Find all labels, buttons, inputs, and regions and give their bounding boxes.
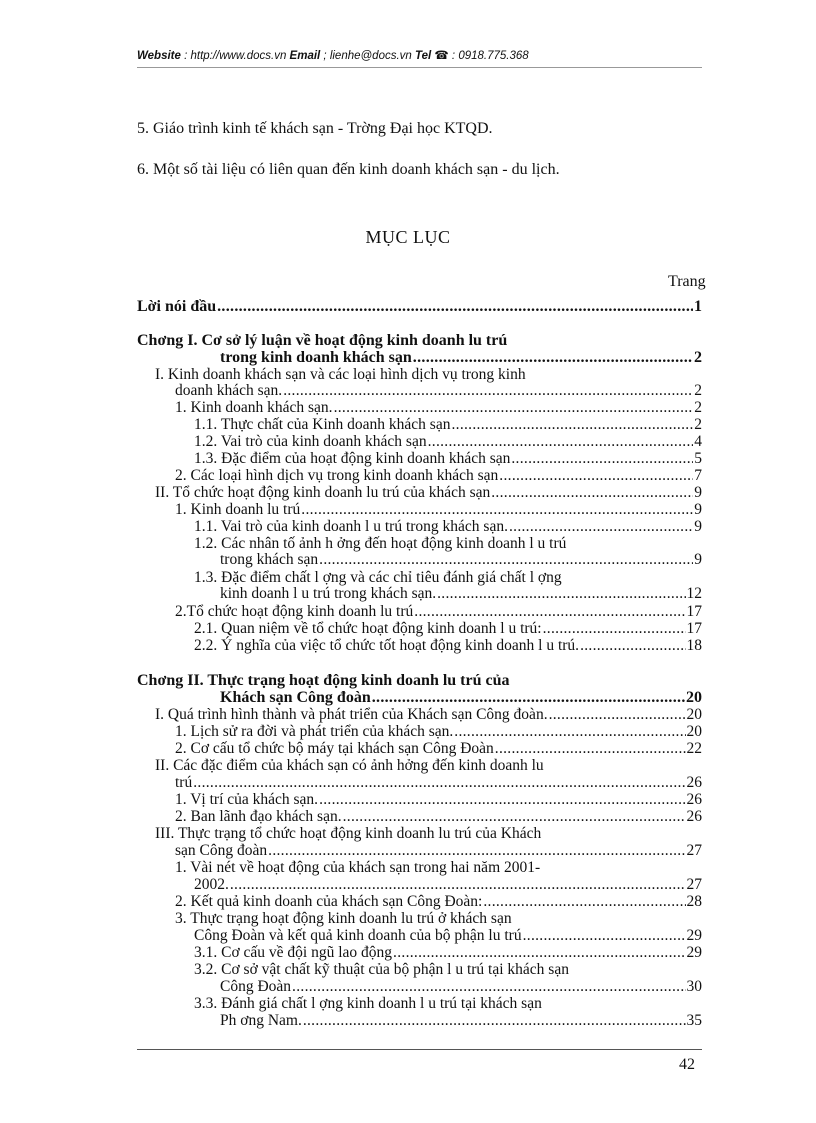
toc-entry-page: 20 xyxy=(686,723,702,740)
toc-entry-text: 2002. xyxy=(194,876,229,893)
toc-leader xyxy=(268,843,685,859)
toc-entry-page: 9 xyxy=(694,484,702,501)
toc-leader xyxy=(499,468,693,484)
toc-entry-text: 2. Cơ cấu tổ chức bộ máy tại khách sạn Công Đoàn xyxy=(175,740,494,757)
toc-entry-line: 1. Vài nét về hoạt động của khách sạn trong hai năm 2001- xyxy=(175,859,541,876)
toc-entry-page: 27 xyxy=(686,876,702,893)
toc-entry-line: 1.3. Đặc điểm chất l ợng và các chỉ tiêu đánh giá chất l ợng xyxy=(194,569,562,586)
toc-entry[interactable] xyxy=(175,724,702,740)
toc-entry-page: 18 xyxy=(686,637,702,654)
toc-entry[interactable] xyxy=(175,604,702,620)
toc-entry-line: 3.2. Cơ sở vật chất kỹ thuật của bộ phận l u trú tại khách sạn xyxy=(194,961,569,978)
reference-item: 6. Một số tài liệu có liên quan đến kinh doanh khách sạn - du lịch. xyxy=(137,161,560,178)
toc-entry-text: 1.2. Vai trò của kinh doanh khách sạn xyxy=(194,433,427,450)
toc-entry-text: Khách sạn Công đoàn xyxy=(220,689,371,706)
toc-entry[interactable] xyxy=(175,843,702,859)
toc-entry-page: 22 xyxy=(686,740,702,757)
toc-entry-page: 4 xyxy=(694,433,702,450)
toc-leader xyxy=(319,792,685,808)
toc-entry-page: 29 xyxy=(686,927,702,944)
toc-entry-page: 28 xyxy=(686,893,702,910)
toc-entry-text: 3.1. Cơ cấu về đội ngũ lao động xyxy=(194,944,393,961)
toc-entry[interactable] xyxy=(155,485,702,501)
toc-entry-text: 2. Các loại hình dịch vụ trong kinh doanh khách sạn xyxy=(175,467,499,484)
toc-entry[interactable] xyxy=(175,809,702,825)
toc-entry-page: 1 xyxy=(694,298,702,315)
toc-leader xyxy=(193,775,685,791)
toc-leader xyxy=(303,1013,686,1029)
toc-leader xyxy=(413,350,693,366)
toc-entry-text: 1. Kinh doanh khách sạn. xyxy=(175,399,333,416)
toc-entry-page: 9 xyxy=(694,501,702,518)
toc-entry[interactable] xyxy=(194,877,702,893)
toc-leader xyxy=(543,621,686,637)
toc-entry-page: 2 xyxy=(694,349,702,366)
tel-value: ☎ : 0918.775.368 xyxy=(431,50,529,62)
reference-item: 5. Giáo trình kinh tế khách sạn - Trờng Đại học KTQD. xyxy=(137,120,493,137)
toc-entry[interactable] xyxy=(137,299,702,315)
toc-entry[interactable] xyxy=(194,945,702,961)
toc-leader xyxy=(523,928,686,944)
toc-entry[interactable] xyxy=(175,741,702,757)
toc-leader xyxy=(414,604,685,620)
toc-leader xyxy=(580,638,685,654)
toc-leader xyxy=(283,383,693,399)
toc-entry[interactable] xyxy=(220,552,702,568)
toc-entry-text: 2.2. Ý nghĩa của việc tổ chức tốt hoạt động kinh doanh l u trú. xyxy=(194,637,580,654)
toc-entry-page: 20 xyxy=(686,706,702,723)
toc-entry-text: Lời nói đầu xyxy=(137,298,217,315)
toc-leader xyxy=(509,519,693,535)
header-divider xyxy=(137,67,702,68)
toc-entry-page: 12 xyxy=(686,585,702,602)
toc-entry-text: II. Tổ chức hoạt động kinh doanh lu trú của khách sạn xyxy=(155,484,491,501)
toc-entry[interactable] xyxy=(175,792,702,808)
toc-entry-text: 2.Tổ chức hoạt động kinh doanh lu trú xyxy=(175,603,414,620)
toc-entry-text: 2. Ban lãnh đạo khách sạn. xyxy=(175,808,342,825)
toc-entry-page: 35 xyxy=(686,1012,702,1029)
toc-leader xyxy=(428,434,694,450)
website-label: Website xyxy=(137,50,181,62)
toc-entry-page: 17 xyxy=(686,620,702,637)
toc-entry-text: 1. Lịch sử ra đời và phát triển của khách sạn. xyxy=(175,723,454,740)
toc-leader xyxy=(437,586,685,602)
toc-leader xyxy=(217,299,693,315)
toc-entry-text: 1.1. Vai trò của kinh doanh l u trú trong khách sạn. xyxy=(194,518,508,535)
toc-entry-text: 1.3. Đặc điểm của hoạt động kinh doanh khách sạn xyxy=(194,450,511,467)
toc-entry-page: 30 xyxy=(686,978,702,995)
toc-leader xyxy=(372,690,685,706)
toc-entry[interactable] xyxy=(175,502,702,518)
toc-entry[interactable] xyxy=(175,775,702,791)
toc-entry-text: trong kinh doanh khách sạn xyxy=(220,349,412,366)
toc-leader xyxy=(393,945,685,961)
toc-entry-text: sạn Công đoàn xyxy=(175,842,268,859)
toc-entry-page: 2 xyxy=(694,399,702,416)
toc-leader xyxy=(491,485,693,501)
toc-entry-page: 17 xyxy=(686,603,702,620)
toc-entry[interactable] xyxy=(175,383,702,399)
toc-entry-page: 20 xyxy=(686,689,702,706)
toc-leader xyxy=(454,724,685,740)
website-value[interactable]: : http://www.docs.vn xyxy=(180,50,290,62)
toc-entry[interactable] xyxy=(220,1013,702,1029)
toc-entry[interactable] xyxy=(194,519,702,535)
toc-entry-text: trong khách sạn xyxy=(220,551,319,568)
toc-entry[interactable] xyxy=(220,979,702,995)
toc-title: MỤC LỤC xyxy=(365,227,451,247)
toc-entry-text: Công Đoàn và kết quả kinh doanh của bộ phận lu trú xyxy=(194,927,522,944)
footer-divider xyxy=(137,1049,702,1050)
toc-entry-text: Ph ơng Nam. xyxy=(220,1012,302,1029)
toc-leader xyxy=(292,979,685,995)
toc-entry-text: I. Quá trình hình thành và phát triển của Khách sạn Công đoàn. xyxy=(155,706,548,723)
toc-entry[interactable] xyxy=(194,621,702,637)
toc-entry-page: 26 xyxy=(686,774,702,791)
toc-entry[interactable] xyxy=(194,434,702,450)
toc-leader xyxy=(495,741,686,757)
toc-leader xyxy=(230,877,686,893)
toc-entry-page: 26 xyxy=(686,808,702,825)
toc-entry[interactable] xyxy=(220,586,702,602)
toc-section-heading: II. Các đặc điểm của khách sạn có ảnh hởng đến kinh doanh lu xyxy=(155,757,544,774)
toc-leader xyxy=(511,451,693,467)
toc-entry-page: 29 xyxy=(686,944,702,961)
toc-leader xyxy=(343,809,686,825)
toc-entry-page: 2 xyxy=(694,416,702,433)
toc-entry[interactable] xyxy=(175,400,702,416)
toc-entry-page: 7 xyxy=(694,467,702,484)
toc-entry-page: 27 xyxy=(686,842,702,859)
toc-entry[interactable] xyxy=(194,638,702,654)
email-label: Email xyxy=(289,50,321,62)
toc-entry[interactable] xyxy=(220,690,702,706)
toc-entry[interactable] xyxy=(175,468,702,484)
toc-entry-line: 1.2. Các nhân tố ảnh h ởng đến hoạt động kinh doanh l u trú xyxy=(194,535,567,552)
toc-entry-text: 1. Vị trí của khách sạn. xyxy=(175,791,319,808)
toc-leader xyxy=(319,552,693,568)
toc-chapter-heading: Chơng I. Cơ sở lý luận về hoạt động kinh doanh lu trú xyxy=(137,332,508,349)
toc-leader xyxy=(549,707,686,723)
toc-entry[interactable] xyxy=(194,417,702,433)
toc-entry-text: 1. Kinh doanh lu trú xyxy=(175,501,301,518)
toc-leader xyxy=(301,502,693,518)
toc-entry-text: trú xyxy=(175,774,193,791)
toc-entry-page: 26 xyxy=(686,791,702,808)
toc-entry-page: 2 xyxy=(694,382,702,399)
toc-entry-line: 3. Thực trạng hoạt động kinh doanh lu trú ở khách sạn xyxy=(175,910,512,927)
toc-entry[interactable] xyxy=(220,350,702,366)
toc-entry-text: kinh doanh l u trú trong khách sạn. xyxy=(220,585,437,602)
document-header xyxy=(137,48,702,68)
toc-page-column-label: Trang xyxy=(668,273,706,290)
toc-section-heading: III. Thực trạng tổ chức hoạt động kinh doanh lu trú của Khách xyxy=(155,825,542,842)
tel-label: Tel xyxy=(415,50,432,62)
toc-entry[interactable] xyxy=(175,894,702,910)
toc-entry-text: doanh khách sạn. xyxy=(175,382,283,399)
toc-entry[interactable] xyxy=(194,928,702,944)
toc-entry-text: 2. Kết quả kinh doanh của khách sạn Công Đoàn: xyxy=(175,893,483,910)
toc-section-heading: I. Kinh doanh khách sạn và các loại hình dịch vụ trong kinh xyxy=(155,366,526,383)
page-number: 42 xyxy=(679,1056,695,1073)
toc-entry-text: 1.1. Thực chất của Kinh doanh khách sạn xyxy=(194,416,451,433)
toc-entry-line: 3.3. Đánh giá chất l ợng kinh doanh l u trú tại khách sạn xyxy=(194,995,542,1012)
toc-entry[interactable] xyxy=(155,707,702,723)
toc-entry-page: 9 xyxy=(694,518,702,535)
toc-leader xyxy=(451,417,693,433)
toc-entry-text: 2.1. Quan niệm về tổ chức hoạt động kinh doanh l u trú: xyxy=(194,620,542,637)
toc-entry-page: 9 xyxy=(694,551,702,568)
toc-leader xyxy=(334,400,694,416)
toc-entry[interactable] xyxy=(194,451,702,467)
email-value[interactable]: ; lienhe@docs.vn xyxy=(320,50,416,62)
toc-entry-page: 5 xyxy=(694,450,702,467)
toc-leader xyxy=(483,894,685,910)
toc-chapter-heading: Chơng II. Thực trạng hoạt động kinh doanh lu trú của xyxy=(137,672,510,689)
toc-entry-text: Công Đoàn xyxy=(220,978,292,995)
